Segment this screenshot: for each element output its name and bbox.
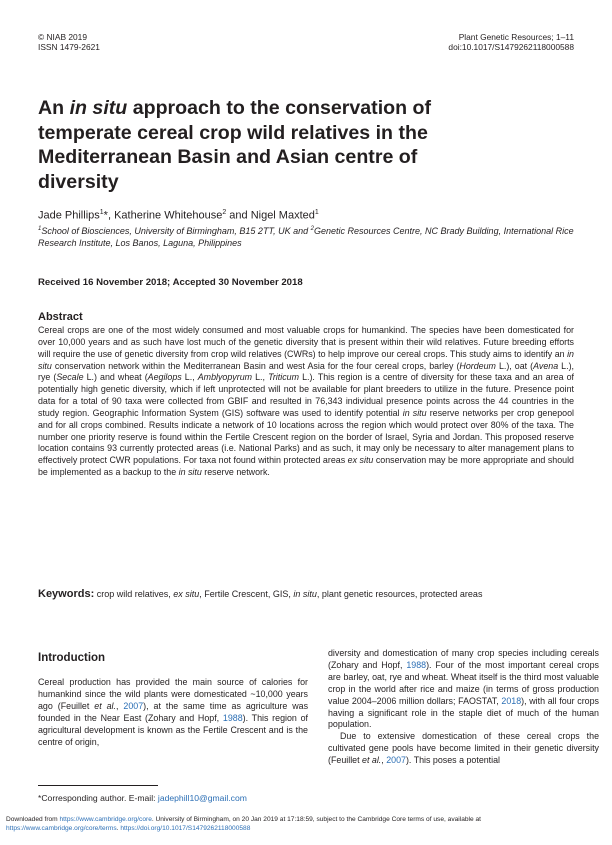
introduction-heading: Introduction (38, 652, 106, 664)
abstract-italic: Triticum (268, 372, 299, 383)
intro-seg: diversity and domestication of many crop species including cereals (Zohary and Hopf, (328, 648, 599, 670)
received-dates: Received 16 November 2018; Accepted 30 November 2018 (38, 277, 303, 288)
intro-seg: Cereal production has provided the main source of calories for humankind since the wild plants were domesticated ~10,000 years ago (Feuillet (38, 677, 308, 711)
keywords (38, 588, 574, 600)
abstract-seg: Cereal crops are one of the most widely consumed and most valuable crops for humankind. The species have been domesticated for over 10,000 years and as such have lost much of the genetic diversity that is present within their wild relatives. Future breeding efforts will require the use of genetic diversity from crop wild relatives (CWRs) to help improve our cereal crops. This study aims to identify an (38, 325, 574, 359)
author-1: Jade Phillips (38, 209, 100, 222)
abstract-seg: conservation may be more appropriate and should be implemented as a backup to the (38, 455, 574, 478)
journal-citation: Plant Genetic Resources; 1–11 (458, 32, 574, 42)
abstract-italic: Amblyopyrum (197, 372, 253, 383)
abstract-seg: L.), rye ( (38, 360, 574, 383)
title-text-1: An (38, 97, 70, 119)
affil-text-1: School of Biosciences, University of Birmingham, B15 2TT, UK and (41, 226, 311, 236)
journal-header-left (38, 32, 100, 53)
abstract-italic: Secale (56, 372, 84, 383)
abstract-italic: in situ (38, 348, 574, 371)
intro-seg: ). Four of the most important cereal crops are barley, oat, rye and wheat. Wheat itself is the third most valuable crop in the world after rice and maize (in terms of gross production value 2004–2006 million dollars; FAOSTAT, (328, 659, 599, 706)
download-text: . University of Birmingham, on 20 Jan 2019 at 17:18:59, subject to the Cambridge Core terms of use, available at (151, 816, 482, 823)
doi-link[interactable]: https://doi.org/10.1017/S1479262118000588 (120, 824, 251, 832)
intro-italic: et al. (94, 700, 116, 711)
citation-link[interactable]: 1988 (222, 712, 243, 723)
download-notice (0, 816, 612, 833)
abstract-seg: reserve network. (201, 467, 270, 478)
terms-link[interactable]: https://www.cambridge.org/core/terms (6, 824, 117, 832)
keyword-italic: ex situ (173, 589, 200, 599)
title-italic: in situ (69, 97, 128, 119)
doi: doi:10.1017/S1479262118000588 (448, 42, 574, 53)
abstract-seg: reserve networks per crop genepool and for all crops combined. Results indicate a network of 10 locations across the region which would protect over 80% of the taxa. The number one priority reserve is found within the Fertile Crescent region on the border of Israel, Syria and Jordan. This proposed reserve location contains 93 currently protected areas (i.e. National Parks) and as such, it may only be necessary to alter management plans to effectively protect CWR populations. For taxa not found within protected areas (38, 407, 574, 466)
intro-seg: ). This poses a potential (405, 755, 501, 766)
footnote-rule (38, 785, 158, 786)
abstract-seg: L.). This region is a centre of diversity for these taxa and an area of potentially high genetic diversity, which if left unprotected will not be available for plant breeders to utilize in the future. Presence point data for a total of 90 taxa were collected from GBIF and resulted in 76,343 individual presence points across the 44 countries in the study region. Geographic Information System (GIS) software was used to identify potential (38, 372, 575, 418)
author-3: Nigel Maxted (250, 209, 315, 222)
journal-header-right (448, 32, 574, 53)
abstract-seg: L.), oat ( (495, 360, 534, 371)
abstract-seg: L., (181, 372, 198, 383)
intro-column-left (38, 677, 308, 748)
intro-seg: , (116, 700, 124, 711)
abstract-italic: in situ (178, 467, 202, 478)
corresponding-author (38, 793, 247, 803)
title-text-2: approach to the conservation of temperate cereal crop wild relatives in the Mediterranean Basin and Asian centre of diversity (38, 97, 432, 193)
author-sep-1: , (107, 209, 115, 222)
article-title (38, 96, 458, 194)
author-list (38, 206, 319, 223)
keywords-label: Keywords: (38, 588, 95, 600)
abstract-italic: Aegilops (147, 372, 182, 383)
abstract-body (38, 325, 574, 479)
citation-link[interactable]: 2018 (501, 695, 522, 706)
author-1-affil: 1 (99, 209, 104, 216)
affil-sup-1: 1 (38, 226, 42, 232)
abstract-italic: in situ (402, 407, 427, 418)
citation-link[interactable]: 2007 (386, 755, 406, 766)
intro-column-right (328, 648, 599, 767)
abstract-italic: Hordeum (459, 360, 496, 371)
abstract-italic: Avena (533, 360, 559, 371)
author-3-affil: 1 (314, 209, 319, 216)
affiliations (38, 223, 578, 249)
keyword-seg: , Fertile Crescent, GIS, (199, 589, 294, 599)
download-text: Downloaded from (6, 816, 60, 823)
intro-seg: ), with all four crops having a significant role in the staple diet of much of the human population. (328, 695, 599, 730)
citation-link[interactable]: 2007 (123, 700, 144, 711)
copyright: © NIAB 2019 (38, 32, 88, 42)
intro-italic: et al. (362, 755, 382, 766)
keyword-italic: in situ (293, 589, 317, 599)
issn: ISSN 1479-2621 (38, 42, 100, 53)
intro-seg: ). This region of agricultural development is known as the Fertile Crescent and is the centre of origin, (38, 712, 308, 747)
keyword-seg: crop wild relatives, (94, 589, 174, 599)
intro-seg: ), at the same time as agriculture was founded in the Near East (Zohary and Hopf, (38, 700, 309, 723)
author-2-affil: 2 (222, 209, 227, 216)
cambridge-core-link[interactable]: https://www.cambridge.org/core (59, 816, 152, 823)
abstract-italic: ex situ (347, 455, 374, 466)
email-link[interactable]: jadephill10@gmail.com (157, 793, 247, 803)
author-2: Katherine Whitehouse (114, 209, 223, 222)
citation-link[interactable]: 1988 (406, 659, 427, 670)
affil-sup-2: 2 (310, 226, 314, 232)
abstract-seg: conservation network within the Mediterranean Basin and west Asia for the four cereal crops, barley ( (51, 360, 460, 371)
author-sep-2: and (226, 209, 251, 222)
corresponding-mark: * (103, 209, 108, 222)
abstract-seg: L., (252, 372, 269, 383)
affil-text-2: Genetic Resources Centre, NC Brady Building, International Rice Research Institute, Los Banos, Laguna, Philippines (38, 226, 574, 248)
keyword-seg: , plant genetic resources, protected areas (316, 589, 483, 599)
intro-seg: , (381, 755, 387, 766)
abstract-heading: Abstract (38, 311, 83, 323)
download-text: . (116, 824, 121, 832)
intro-seg: Due to extensive domestication of these cereal crops the cultivated gene pools have become limited in their genetic diversity (Feuillet (328, 731, 599, 766)
abstract-seg: L.) and wheat ( (83, 372, 148, 383)
footnote-text: *Corresponding author. E-mail: (38, 793, 158, 803)
